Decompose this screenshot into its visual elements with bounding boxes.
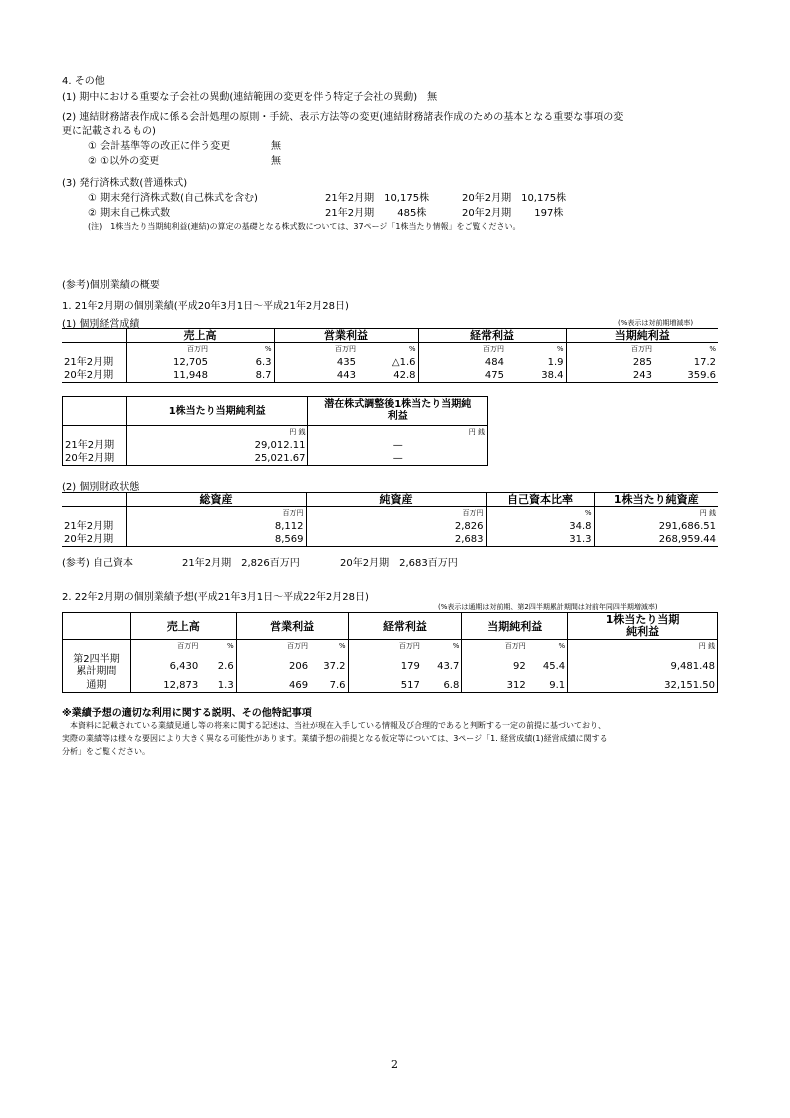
table-row: [62, 533, 718, 547]
cell: 243: [566, 369, 654, 383]
operating-results-note: (%表示は対前期増減率): [618, 319, 694, 327]
cell: —: [308, 439, 488, 452]
shares-note: (注) 1株当たり当期純利益(連結)の算定の基礎となる株式数については、37ページ「1株当たり情報」をご覧ください。: [88, 222, 521, 231]
accounting-change-b-label: ② ①以外の変更: [88, 156, 160, 167]
cell: 469: [236, 679, 310, 693]
unit-label: %: [408, 345, 416, 353]
cell: 443: [274, 369, 358, 383]
header-diluted-eps-line1: 潜在株式調整後1株当たり当期純: [324, 399, 472, 410]
cell: 29,012.11: [126, 439, 308, 452]
table-row: [62, 356, 718, 369]
equity-reference-current: 21年2月期 2,826百万円: [182, 558, 300, 569]
header-eps: [568, 613, 718, 640]
cell: 517: [348, 679, 422, 693]
cell: 32,151.50: [568, 679, 718, 693]
table-row: [63, 439, 488, 452]
unit-label: %: [452, 642, 460, 650]
treasury-shares-label: ② 期末自己株式数: [88, 208, 171, 219]
eps-table: [62, 396, 488, 466]
unit-label: 百万円: [566, 343, 654, 357]
shares-issued-current: 21年2月期 10,175株: [325, 193, 430, 204]
cell: 9.1: [549, 680, 566, 691]
cell: 8,569: [126, 533, 306, 547]
forecast-title: 2. 22年2月期の個別業績予想(平成21年3月1日～平成22年2月28日): [62, 592, 369, 603]
unit-label: 百万円: [126, 343, 210, 357]
operating-results-table: [62, 328, 718, 383]
unit-label: %: [558, 642, 566, 650]
header-ordinary-income: 経常利益: [418, 329, 566, 343]
cell: 6,430: [130, 653, 200, 679]
cell: 359.6: [687, 370, 716, 381]
unit-label: 百万円: [274, 343, 358, 357]
unit-label: 百万円: [348, 640, 422, 654]
unit-label: %: [264, 345, 272, 353]
equity-reference-label: (参考) 自己資本: [62, 558, 133, 569]
treasury-shares-prior: 20年2月期 197株: [462, 208, 564, 219]
cell: 7.6: [329, 680, 346, 691]
section-1-title: 1. 21年2月期の個別業績(平成20年3月1日～平成21年2月28日): [62, 301, 349, 312]
cell: 25,021.67: [126, 452, 308, 466]
cell: 179: [348, 653, 422, 679]
cell: 92: [462, 653, 528, 679]
unit-label: %: [486, 507, 594, 521]
row-label: 20年2月期: [65, 453, 115, 464]
unit-label: %: [709, 345, 716, 353]
cell: 475: [418, 369, 506, 383]
cell: 435: [274, 356, 358, 369]
treasury-shares-current: 21年2月期 485株: [325, 208, 427, 219]
header-net-income: 当期純利益: [566, 329, 718, 343]
header-net-income: 当期純利益: [462, 613, 568, 640]
unit-label: 円 銭: [308, 426, 488, 440]
financial-position-title: (2) 個別財政状態: [62, 482, 140, 493]
cell: 34.8: [486, 520, 594, 533]
row-label: 21年2月期: [65, 440, 115, 451]
shares-issued-label: ① 期末発行済株式数(自己株式を含む): [88, 193, 258, 204]
table-row: [62, 520, 718, 533]
row-label: 21年2月期: [64, 357, 114, 368]
unit-label: 百万円: [130, 640, 200, 654]
cell: 2,826: [306, 520, 486, 533]
cell: 31.3: [486, 533, 594, 547]
row-label: [63, 653, 131, 679]
accounting-change-line1: (2) 連結財務諸表作成に係る会計処理の原則・手続、表示方法等の変更(連結財務諸表作成のための基本となる重要な事項の変: [62, 112, 624, 123]
cell: 45.4: [542, 660, 566, 672]
accounting-change-a-value: 無: [271, 141, 281, 152]
header-operating-income: 営業利益: [236, 613, 348, 640]
cell: 9,481.48: [568, 653, 718, 679]
header-diluted-eps-line2: 利益: [387, 411, 408, 422]
unit-label: 円 銭: [568, 640, 718, 654]
cell: 38.4: [541, 370, 564, 381]
header-eps-line1: 1株当たり当期: [605, 613, 680, 626]
shares-issued-prior: 20年2月期 10,175株: [462, 193, 567, 204]
remarks-line1: 本資料に記載されている業績見通し等の将来に関する記述は、当社が現在入手している情報及び合理的であると判断する一定の前提に基づいており、: [62, 721, 606, 730]
cell: 285: [566, 356, 654, 369]
header-sales: 売上高: [130, 613, 236, 640]
accounting-change-a-label: ① 会計基準等の改正に伴う変更: [88, 141, 231, 152]
forecast-note: (%表示は通期は対前期、第2四半期累計期間は対前年同四半期増減率): [438, 603, 658, 611]
subsidiary-change: (1) 期中における重要な子会社の異動(連結範囲の変更を伴う特定子会社の異動) 無: [62, 92, 438, 103]
unit-label: 百万円: [418, 343, 506, 357]
header-diluted-eps: [308, 397, 488, 426]
unit-label: 円 銭: [594, 507, 718, 521]
header-eps-line2: 純利益: [626, 625, 660, 638]
forecast-table: [62, 612, 718, 693]
cell: 6.3: [255, 357, 272, 368]
row-label: 20年2月期: [64, 534, 114, 545]
equity-reference-prior: 20年2月期 2,683百万円: [340, 558, 458, 569]
row-label: 通期: [86, 680, 107, 691]
header-net-assets: 純資産: [306, 493, 486, 507]
cell: 268,959.44: [594, 533, 718, 547]
cell: 12,705: [126, 356, 210, 369]
cell: 37.2: [323, 660, 346, 672]
accounting-change-line2: 更に記載されるもの): [62, 126, 156, 137]
cell: 291,686.51: [594, 520, 718, 533]
unit-label: %: [556, 345, 564, 353]
cell: 206: [236, 653, 310, 679]
shares-title: (3) 発行済株式数(普通株式): [62, 178, 188, 189]
row-label: 20年2月期: [64, 370, 114, 381]
header-eps: 1株当たり当期純利益: [126, 397, 308, 426]
section-4-title: 4. その他: [62, 76, 105, 87]
cell: —: [308, 452, 488, 466]
cell: 42.8: [393, 370, 416, 381]
header-sales: 売上高: [126, 329, 274, 343]
cell: 17.2: [693, 357, 716, 368]
unit-label: %: [338, 642, 346, 650]
header-total-assets: 総資産: [126, 493, 306, 507]
header-bps: 1株当たり純資産: [594, 493, 718, 507]
cell: 484: [418, 356, 506, 369]
cell: 6.8: [443, 680, 460, 691]
table-row: [63, 653, 718, 679]
header-equity-ratio: 自己資本比率: [486, 493, 594, 507]
operating-results-title: (1) 個別経営成績: [62, 319, 140, 330]
unit-label: 百万円: [462, 640, 528, 654]
unit-label: 百万円: [126, 507, 306, 521]
remarks-line2: 実際の業績等は様々な要因により大きく異なる可能性があります。業績予想の前提となる仮定等については、3ページ「1. 経営成績(1)経営成績に関する: [62, 734, 608, 743]
header-ordinary-income: 経常利益: [348, 613, 462, 640]
cell: 1.9: [547, 357, 564, 368]
cell: 11,948: [126, 369, 210, 383]
header-operating-income: 営業利益: [274, 329, 418, 343]
unit-label: 円 銭: [126, 426, 308, 440]
table-row: [63, 679, 718, 693]
cell: 8,112: [126, 520, 306, 533]
table-row: [62, 369, 718, 383]
cell: 2.6: [217, 660, 234, 672]
unit-label: %: [227, 642, 234, 650]
table-row: [63, 452, 488, 466]
cell: 12,873: [130, 679, 200, 693]
row-label: 21年2月期: [64, 521, 114, 532]
accounting-change-b-value: 無: [271, 156, 281, 167]
row-label-line2: 累計期間: [76, 666, 117, 677]
cell: 2,683: [306, 533, 486, 547]
unit-label: 百万円: [236, 640, 310, 654]
remarks-title: ※業績予想の適切な利用に関する説明、その他特記事項: [62, 708, 312, 719]
row-label-line1: 第2四半期: [73, 654, 120, 665]
cell: 1.3: [217, 680, 234, 691]
reference-title: (参考)個別業績の概要: [62, 280, 160, 291]
financial-position-table: [62, 492, 718, 547]
cell: 8.7: [255, 370, 272, 381]
remarks-line3: 分析」をご覧ください。: [62, 747, 150, 756]
page-number: 2: [391, 1058, 398, 1071]
cell: 43.7: [437, 660, 460, 672]
cell: △1.6: [391, 357, 416, 368]
unit-label: 百万円: [306, 507, 486, 521]
cell: 312: [462, 679, 528, 693]
